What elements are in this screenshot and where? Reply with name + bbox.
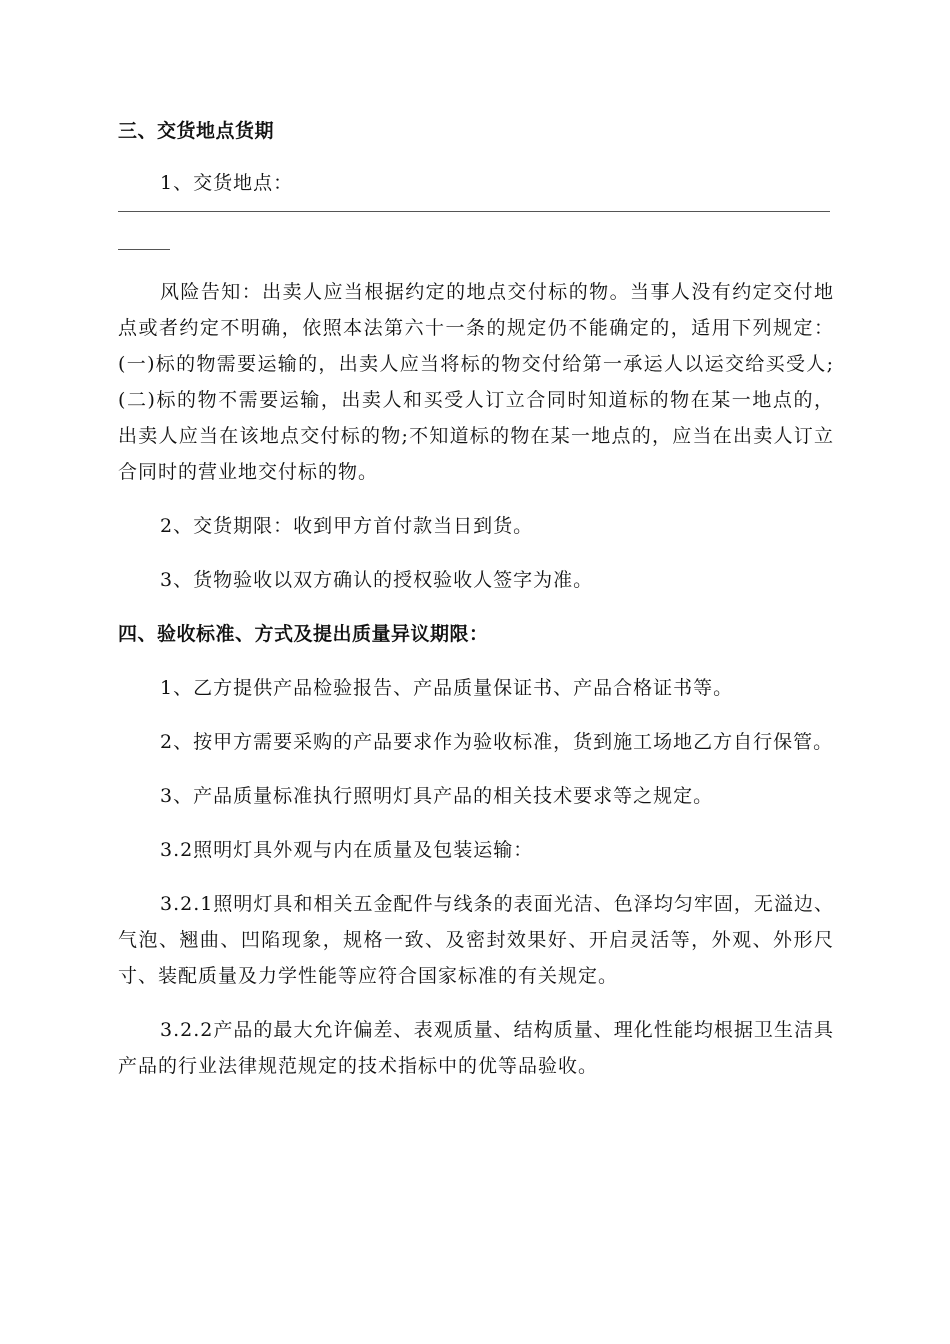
tolerance-quality-item: 3.2.2产品的最大允许偏差、表观质量、结构质量、理化性能均根据卫生洁具产品的行业法律规范规定的技术指标中的优等品验收。 <box>118 1019 834 1077</box>
acceptance-standard-item: 2、按甲方需要采购的产品要求作为验收标准，货到施工场地乙方自行保管。 <box>160 731 834 753</box>
acceptance-signature-item: 3、货物验收以双方确认的授权验收人签字为准。 <box>160 569 594 591</box>
delivery-location-blank <box>118 211 834 250</box>
inspection-report-item: 1、乙方提供产品检验报告、产品质量保证书、产品合格证书等。 <box>160 677 734 699</box>
risk-notice-paragraph: 风险告知：出卖人应当根据约定的地点交付标的物。当事人没有约定交付地点或者约定不明确，依照本法第六十一条的规定仍不能确定的，适用下列规定：(一)标的物需要运输的，出卖人应当将标的物交付给第一承运人以运交给买受人;(二)标的物不需要运输，出卖人和买受人订立合同时知道标的物在某一地点的，出卖人应当在该地点交付标的物;不知道标的物在某一地点的，应当在出卖人订立合同时的营业地交付标的物。 <box>118 281 834 483</box>
quality-standard-item: 3、产品质量标准执行照明灯具产品的相关技术要求等之规定。 <box>160 785 714 807</box>
appearance-quality-item: 3.2照明灯具外观与内在质量及包装运输： <box>160 839 534 861</box>
section-3-heading: 三、交货地点货期 <box>118 120 275 142</box>
surface-quality-item: 3.2.1照明灯具和相关五金配件与线条的表面光洁、色泽均匀牢固，无溢边、气泡、翘曲、凹陷现象，规格一致、及密封效果好、开启灵活等，外观、外形尺寸、装配质量及力学性能等应符合国家标准的有关规定。 <box>118 893 834 987</box>
section-4-heading: 四、验收标准、方式及提出质量异议期限： <box>118 623 489 645</box>
blank-line-long <box>118 211 830 212</box>
document-page <box>118 113 834 1084</box>
blank-line-short <box>118 249 170 250</box>
delivery-period-item: 2、交货期限：收到甲方首付款当日到货。 <box>160 515 534 537</box>
delivery-location-label: 1、交货地点： <box>160 172 294 194</box>
